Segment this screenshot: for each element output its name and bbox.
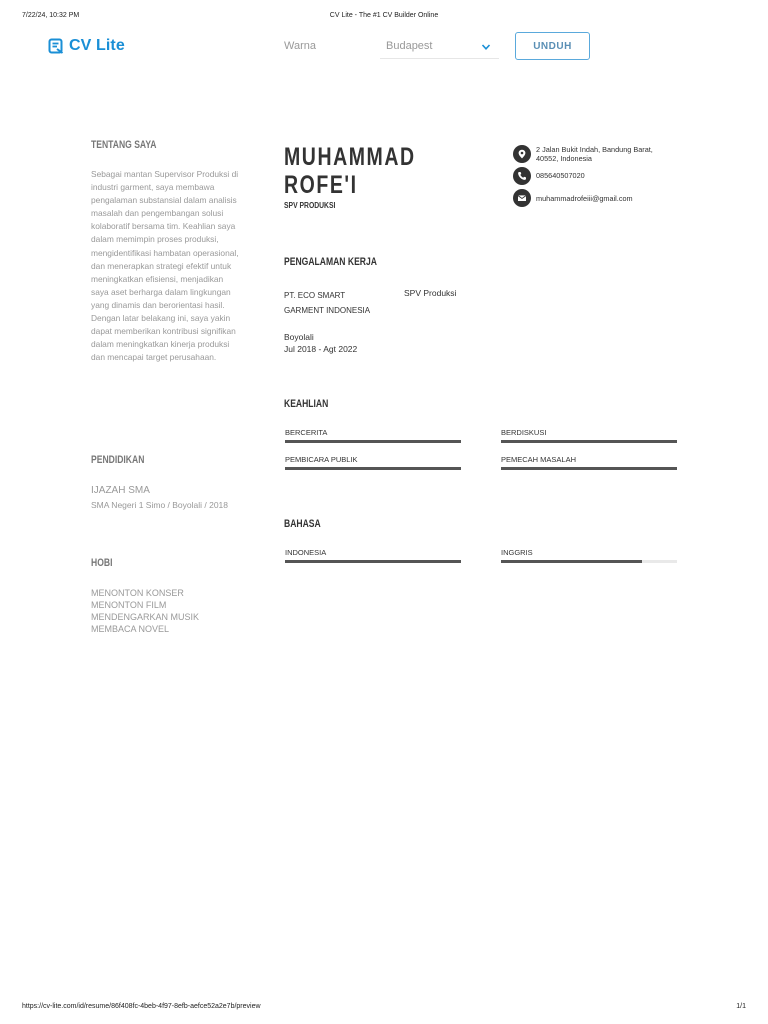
hobby-item: MENONTON KONSER	[91, 588, 184, 598]
contact-phone	[513, 167, 666, 185]
hobby-item: MENONTON FILM	[91, 600, 167, 610]
experience-heading: PENGALAMAN KERJA	[284, 256, 377, 268]
skill-bar-fill	[285, 440, 461, 443]
skill-bar-fill	[285, 467, 461, 470]
name-line-2: ROFE'I	[284, 171, 358, 199]
name-line-1: MUHAMMAD	[284, 143, 416, 171]
cv-lite-logo[interactable]	[48, 37, 125, 55]
address-text: 2 Jalan Bukit Indah, Bandung Barat, 40552, Indonesia	[536, 145, 653, 163]
languages-heading: BAHASA	[284, 518, 321, 530]
job-dates: Jul 2018 - Agt 2022	[284, 344, 358, 354]
skill-label: PEMBICARA PUBLIK	[285, 455, 358, 464]
hobbies-heading: HOBI	[91, 557, 113, 569]
skill-item	[285, 455, 462, 470]
location-icon	[513, 145, 531, 163]
skill-label: BERDISKUSI	[501, 428, 547, 437]
hobby-item: MEMBACA NOVEL	[91, 624, 170, 634]
skill-bar	[501, 467, 677, 470]
education-detail: SMA Negeri 1 Simo / Boyolali / 2018	[91, 500, 229, 510]
skill-bar-fill	[501, 440, 677, 443]
print-page-title: CV Lite - The #1 CV Builder Online	[329, 12, 439, 19]
logo-text: CV Lite	[69, 37, 125, 54]
template-select-value: Budapest	[386, 40, 433, 52]
skill-bar	[501, 440, 677, 443]
hobby-item: MENDENGARKAN MUSIK	[91, 612, 200, 622]
skill-bar-fill	[501, 467, 677, 470]
about-text: Sebagai mantan Supervisor Produksi di industri garment, saya membawa pengalaman substansial dalam analisis masalah dan pengembangan solusi kolaboratif bersama tim. Keahlian saya dalam memimpin proses produksi, mengidentifikasi hambatan operasional, dan menerapkan strategi efektif untuk meningkatkan efisiensi, menjadikan saya aset berharga dalam lingkungan yang dinamis dan berorientasi hasil. Dengan latar belakang ini, saya yakin dapat memberikan kontribusi signifikan dalam meningkatkan kinerja produksi dan mencapai target perusahaan.	[91, 169, 239, 363]
language-label: INGGRIS	[501, 548, 533, 557]
skills-heading: KEAHLIAN	[284, 398, 329, 410]
resume-role: SPV PRODUKSI	[284, 201, 336, 210]
job-location: Boyolali	[284, 332, 314, 342]
skill-bar	[285, 440, 461, 443]
resume-name	[284, 143, 416, 199]
language-item	[285, 548, 462, 563]
contact-email	[513, 189, 666, 207]
language-bar	[501, 560, 677, 563]
skill-item	[285, 428, 462, 443]
email-text: muhammadrofeiii@gmail.com	[536, 194, 633, 203]
phone-text: 085640507020	[536, 171, 585, 180]
chevron-down-icon	[481, 42, 491, 52]
language-label: INDONESIA	[285, 548, 327, 557]
language-bar	[285, 560, 461, 563]
template-select[interactable]	[380, 36, 499, 59]
skill-label: BERCERITA	[285, 428, 328, 437]
skill-bar	[285, 467, 461, 470]
job-company: PT. ECO SMART GARMENT INDONESIA	[284, 291, 371, 315]
education-title: IJAZAH SMA	[91, 485, 150, 496]
phone-icon	[513, 167, 531, 185]
language-bar-fill	[285, 560, 461, 563]
skill-item	[501, 455, 678, 470]
language-item	[501, 548, 678, 563]
contact-address	[513, 145, 666, 163]
about-heading: TENTANG SAYA	[91, 139, 157, 151]
hobby-list	[91, 587, 199, 635]
education-heading: PENDIDIKAN	[91, 454, 145, 466]
download-button[interactable]: UNDUH	[515, 32, 590, 60]
skill-item	[501, 428, 678, 443]
language-bar-fill	[501, 560, 642, 563]
document-logo-icon	[48, 38, 64, 54]
job-position: SPV Produksi	[404, 288, 457, 298]
color-label[interactable]: Warna	[284, 40, 316, 52]
mail-icon	[513, 189, 531, 207]
print-url: https://cv-lite.com/id/resume/86f408fc-4beb-4f97-8efb-aefce52a2e7b/preview	[22, 1003, 261, 1010]
print-page-number: 1/1	[736, 1003, 746, 1010]
print-date: 7/22/24, 10:32 PM	[22, 12, 80, 19]
skill-label: PEMECAH MASALAH	[501, 455, 577, 464]
